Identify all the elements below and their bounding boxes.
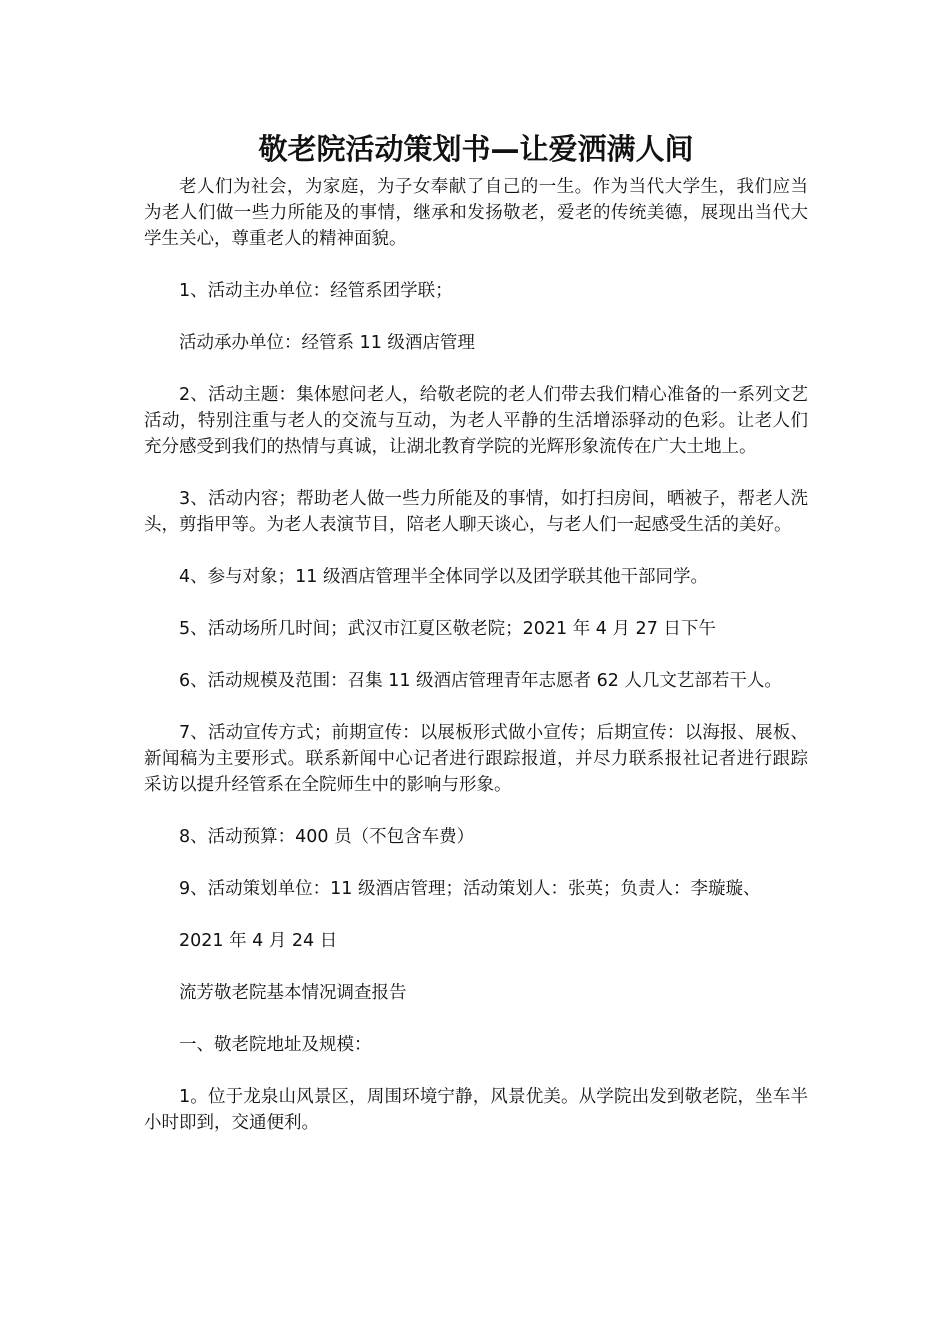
paragraph-scale: 6、活动规模及范围：召集 11 级酒店管理青年志愿者 62 人几文艺部若干人。: [179, 671, 782, 691]
paragraph-report-title: 流芳敬老院基本情况调查报告: [179, 983, 407, 1003]
paragraph-theme: 2、活动主题：集体慰问老人，给敬老院的老人们带去我们精心准备的一系列文艺活动，特别注重与老人的交流与互动，为老人平静的生活增添驿动的色彩。让老人们充分感受到我们的热情与真诚，让湖北教育学院的光辉形象流传在广大土地上。: [144, 385, 808, 457]
paragraph-section-heading: 一、敬老院地址及规模：: [179, 1035, 372, 1055]
document-body: [144, 128, 808, 1162]
paragraph-co-organizer: 活动承办单位：经管系 11 级酒店管理: [179, 333, 475, 353]
document-title: 敬老院活动策划书—让爱洒满人间: [258, 132, 694, 166]
paragraph-content: 3、活动内容；帮助老人做一些力所能及的事情，如打扫房间，晒被子，帮老人洗头，剪指甲等。为老人表演节目，陪老人聊天谈心，与老人们一起感受生活的美好。: [144, 489, 808, 535]
paragraph-date: 2021 年 4 月 24 日: [179, 931, 338, 951]
paragraph-location: 1。位于龙泉山风景区，周围环境宁静，风景优美。从学院出发到敬老院，坐车半小时即到，交通便利。: [144, 1087, 808, 1133]
paragraph-publicity: 7、活动宣传方式；前期宣传：以展板形式做小宣传；后期宣传：以海报、展板、新闻稿为主要形式。联系新闻中心记者进行跟踪报道，并尽力联系报社记者进行跟踪采访以提升经管系在全院师生中的影响与形象。: [144, 723, 808, 795]
paragraph-organizer: 1、活动主办单位：经管系团学联；: [179, 281, 453, 301]
paragraph-planner: 9、活动策划单位：11 级酒店管理；活动策划人：张英；负责人：李璇璇、: [179, 879, 761, 899]
paragraph-intro: 老人们为社会，为家庭，为子女奉献了自己的一生。作为当代大学生，我们应当为老人们做一些力所能及的事情，继承和发扬敬老，爱老的传统美德，展现出当代大学生关心，尊重老人的精神面貌。: [144, 177, 808, 249]
paragraph-venue-time: 5、活动场所几时间；武汉市江夏区敬老院；2021 年 4 月 27 日下午: [179, 619, 716, 639]
paragraph-participants: 4、参与对象；11 级酒店管理半全体同学以及团学联其他干部同学。: [179, 567, 708, 587]
paragraph-budget: 8、活动预算：400 员（不包含车费）: [179, 827, 475, 847]
